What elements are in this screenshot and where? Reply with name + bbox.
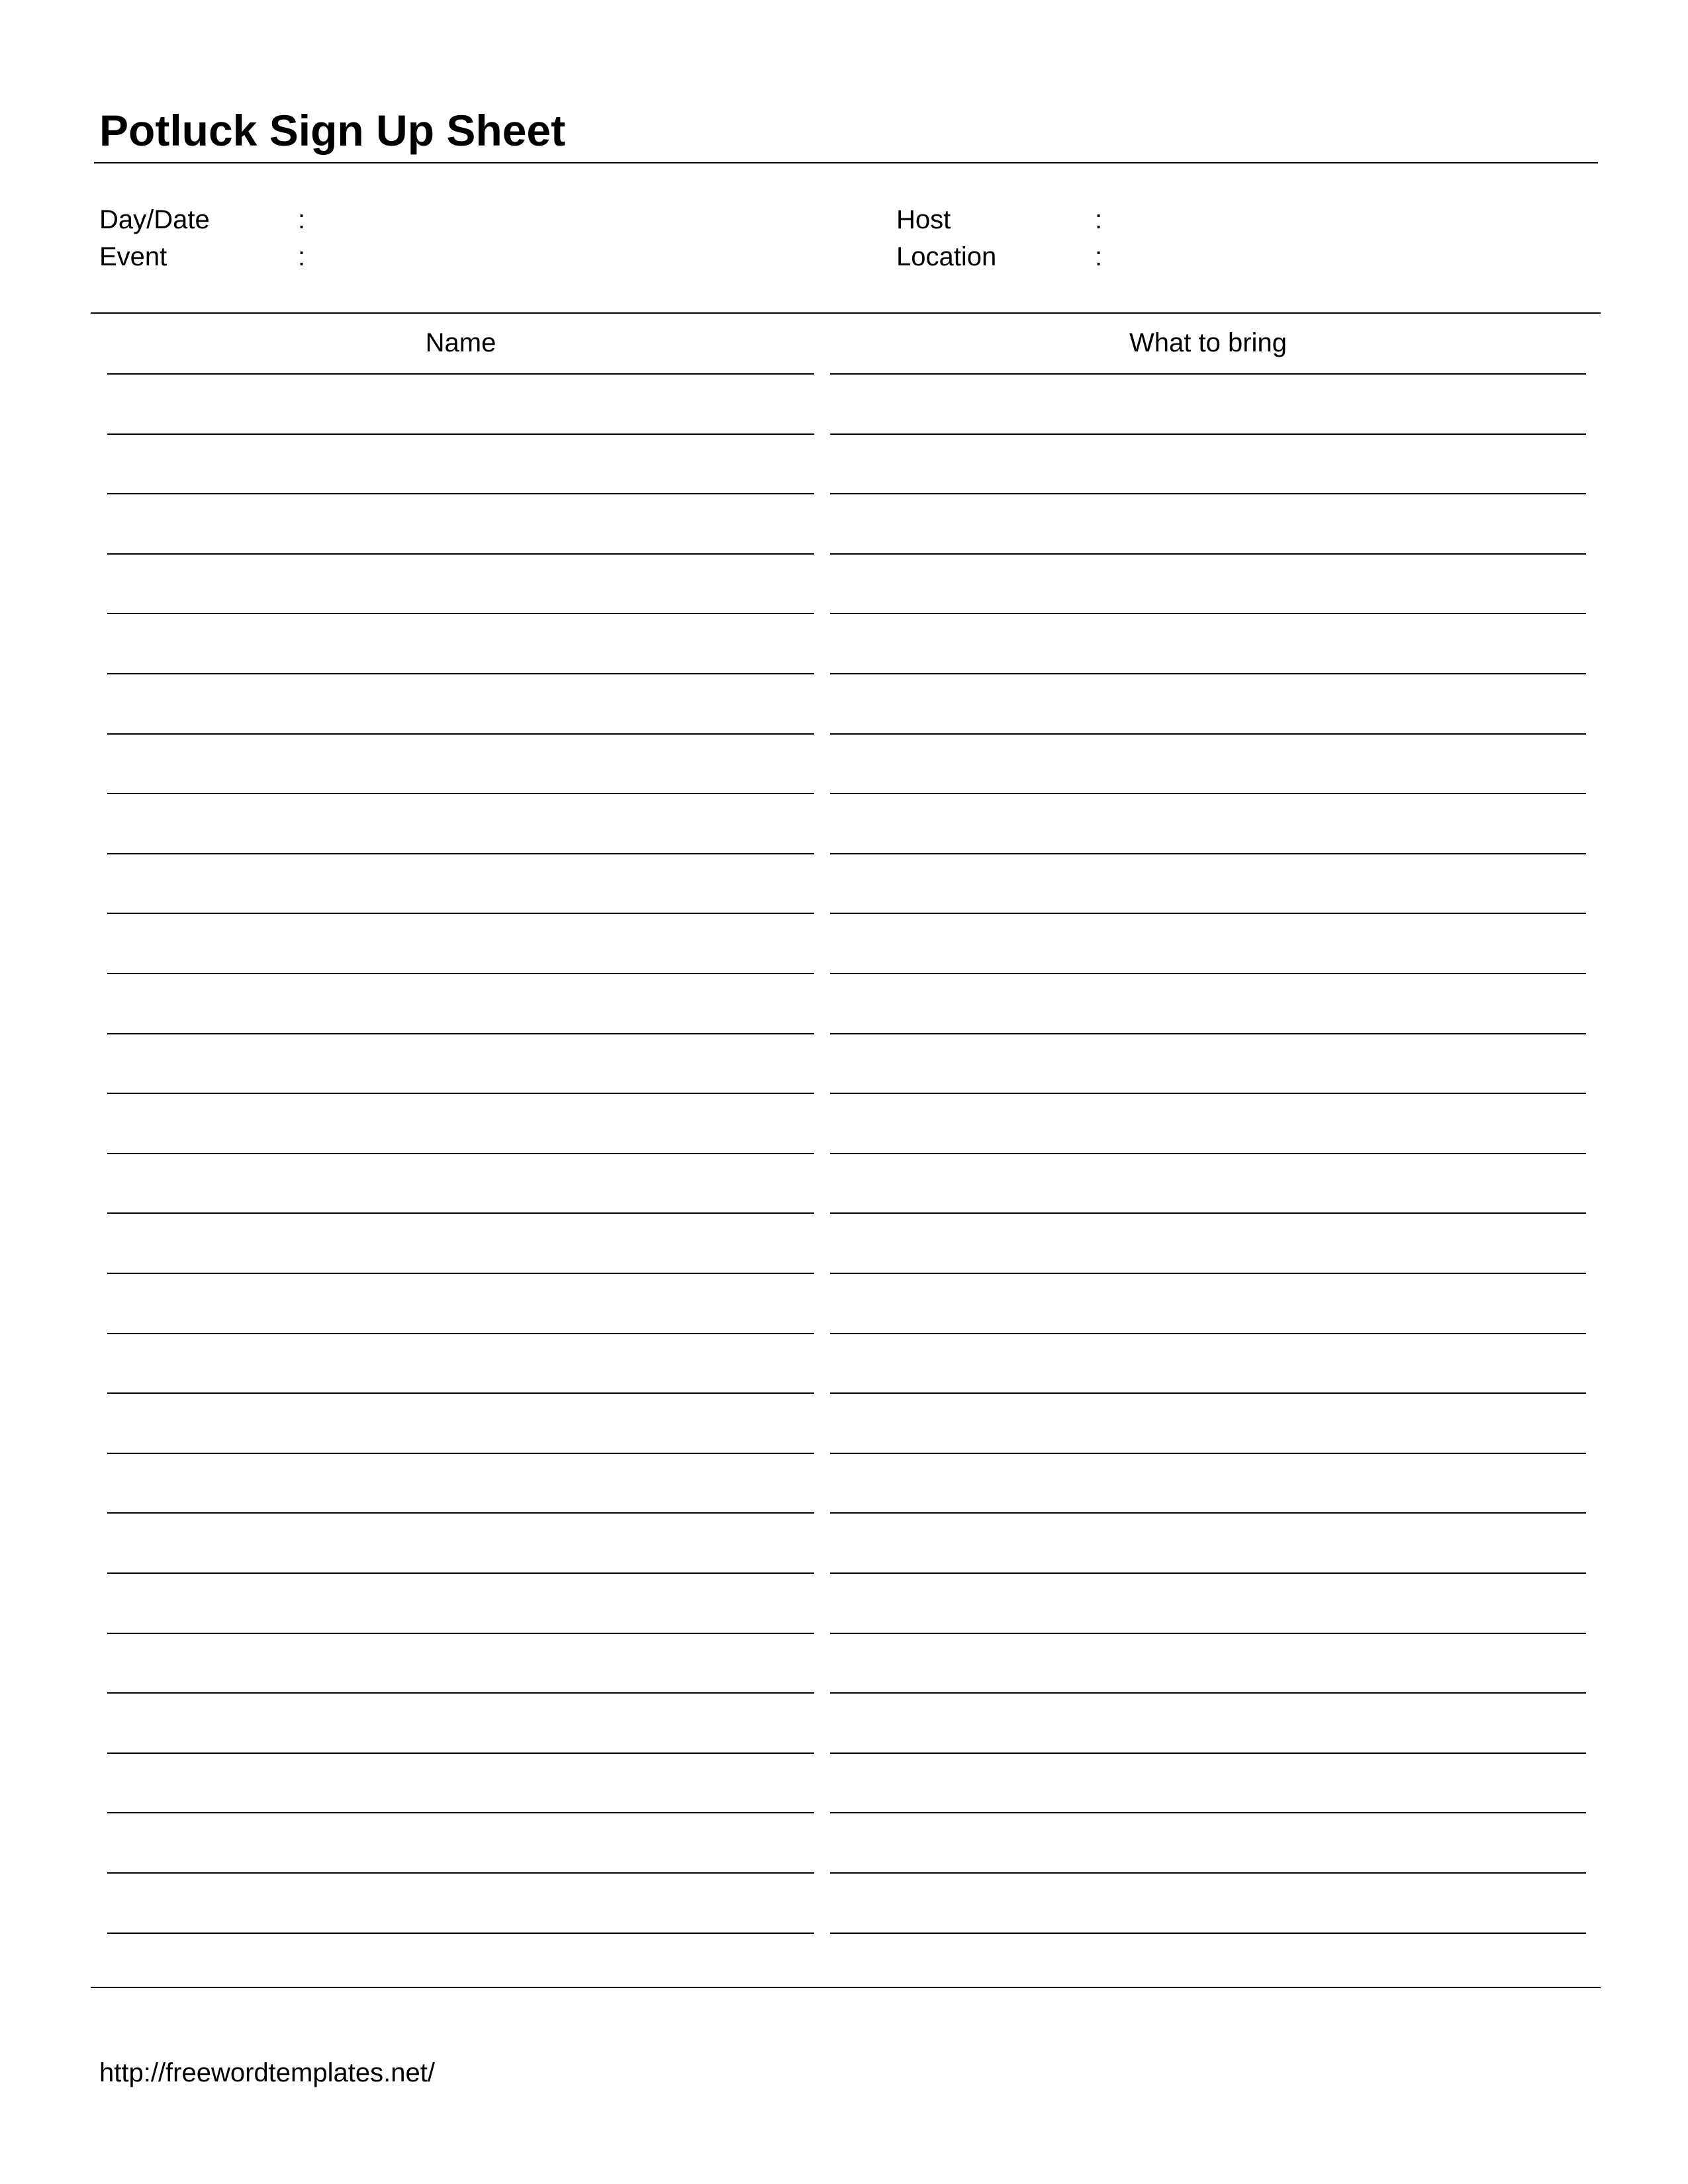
what-to-bring-entry-line bbox=[830, 1453, 1586, 1454]
table-top-border bbox=[91, 312, 1601, 314]
name-entry-line bbox=[107, 1453, 814, 1454]
event-label: Event bbox=[99, 242, 167, 271]
name-entry-line bbox=[107, 1212, 814, 1214]
name-header-underline bbox=[107, 373, 814, 375]
what-to-bring-entry-line bbox=[830, 1512, 1586, 1514]
what-to-bring-entry-line bbox=[830, 1093, 1586, 1094]
name-entry-line bbox=[107, 853, 814, 854]
what-to-bring-entry-line bbox=[830, 553, 1586, 555]
footer-url: http://freewordtemplates.net/ bbox=[99, 2058, 435, 2087]
page-title: Potluck Sign Up Sheet bbox=[99, 106, 566, 155]
name-entry-line bbox=[107, 1812, 814, 1813]
what-to-bring-entry-line bbox=[830, 1812, 1586, 1813]
what-to-bring-entry-line bbox=[830, 1933, 1586, 1934]
what-to-bring-entry-line bbox=[830, 493, 1586, 494]
name-entry-line bbox=[107, 1872, 814, 1874]
day-date-label: Day/Date bbox=[99, 205, 210, 234]
host-colon: : bbox=[1095, 205, 1103, 234]
name-entry-line bbox=[107, 613, 814, 614]
what-to-bring-entry-line bbox=[830, 673, 1586, 674]
name-entry-line bbox=[107, 973, 814, 974]
name-entry-line bbox=[107, 1933, 814, 1934]
column-header-what-to-bring: What to bring bbox=[1129, 328, 1287, 357]
name-entry-line bbox=[107, 1692, 814, 1694]
what-to-bring-entry-line bbox=[830, 1273, 1586, 1274]
what-to-bring-entry-line bbox=[830, 1572, 1586, 1574]
name-entry-line bbox=[107, 673, 814, 674]
name-entry-line bbox=[107, 1273, 814, 1274]
what-to-bring-entry-line bbox=[830, 1692, 1586, 1694]
name-entry-line bbox=[107, 1093, 814, 1094]
name-entry-line bbox=[107, 1153, 814, 1154]
name-entry-line bbox=[107, 1512, 814, 1514]
table-bottom-border bbox=[91, 1987, 1601, 1988]
name-entry-line bbox=[107, 553, 814, 555]
what-to-bring-entry-line bbox=[830, 1033, 1586, 1034]
name-entry-line bbox=[107, 1333, 814, 1334]
what-to-bring-entry-line bbox=[830, 733, 1586, 735]
location-label: Location bbox=[896, 242, 997, 271]
host-label: Host bbox=[896, 205, 951, 234]
day-date-colon: : bbox=[298, 205, 306, 234]
what-to-bring-entry-line bbox=[830, 1153, 1586, 1154]
column-header-name: Name bbox=[425, 328, 496, 357]
what-to-bring-entry-line bbox=[830, 1333, 1586, 1334]
title-divider bbox=[94, 162, 1598, 163]
event-colon: : bbox=[298, 242, 306, 271]
what-to-bring-entry-line bbox=[830, 913, 1586, 914]
name-entry-line bbox=[107, 433, 814, 435]
what-to-bring-entry-line bbox=[830, 973, 1586, 974]
what-to-bring-entry-line bbox=[830, 1752, 1586, 1754]
name-entry-line bbox=[107, 1392, 814, 1394]
name-entry-line bbox=[107, 1633, 814, 1634]
what-to-bring-header-underline bbox=[830, 373, 1586, 375]
what-to-bring-entry-line bbox=[830, 1633, 1586, 1634]
location-colon: : bbox=[1095, 242, 1103, 271]
what-to-bring-entry-line bbox=[830, 1212, 1586, 1214]
what-to-bring-entry-line bbox=[830, 1872, 1586, 1874]
what-to-bring-entry-line bbox=[830, 433, 1586, 435]
what-to-bring-entry-line bbox=[830, 1392, 1586, 1394]
name-entry-line bbox=[107, 493, 814, 494]
name-entry-line bbox=[107, 913, 814, 914]
what-to-bring-entry-line bbox=[830, 793, 1586, 794]
what-to-bring-entry-line bbox=[830, 613, 1586, 614]
name-entry-line bbox=[107, 1033, 814, 1034]
name-entry-line bbox=[107, 1572, 814, 1574]
what-to-bring-entry-line bbox=[830, 853, 1586, 854]
name-entry-line bbox=[107, 793, 814, 794]
name-entry-line bbox=[107, 733, 814, 735]
name-entry-line bbox=[107, 1752, 814, 1754]
